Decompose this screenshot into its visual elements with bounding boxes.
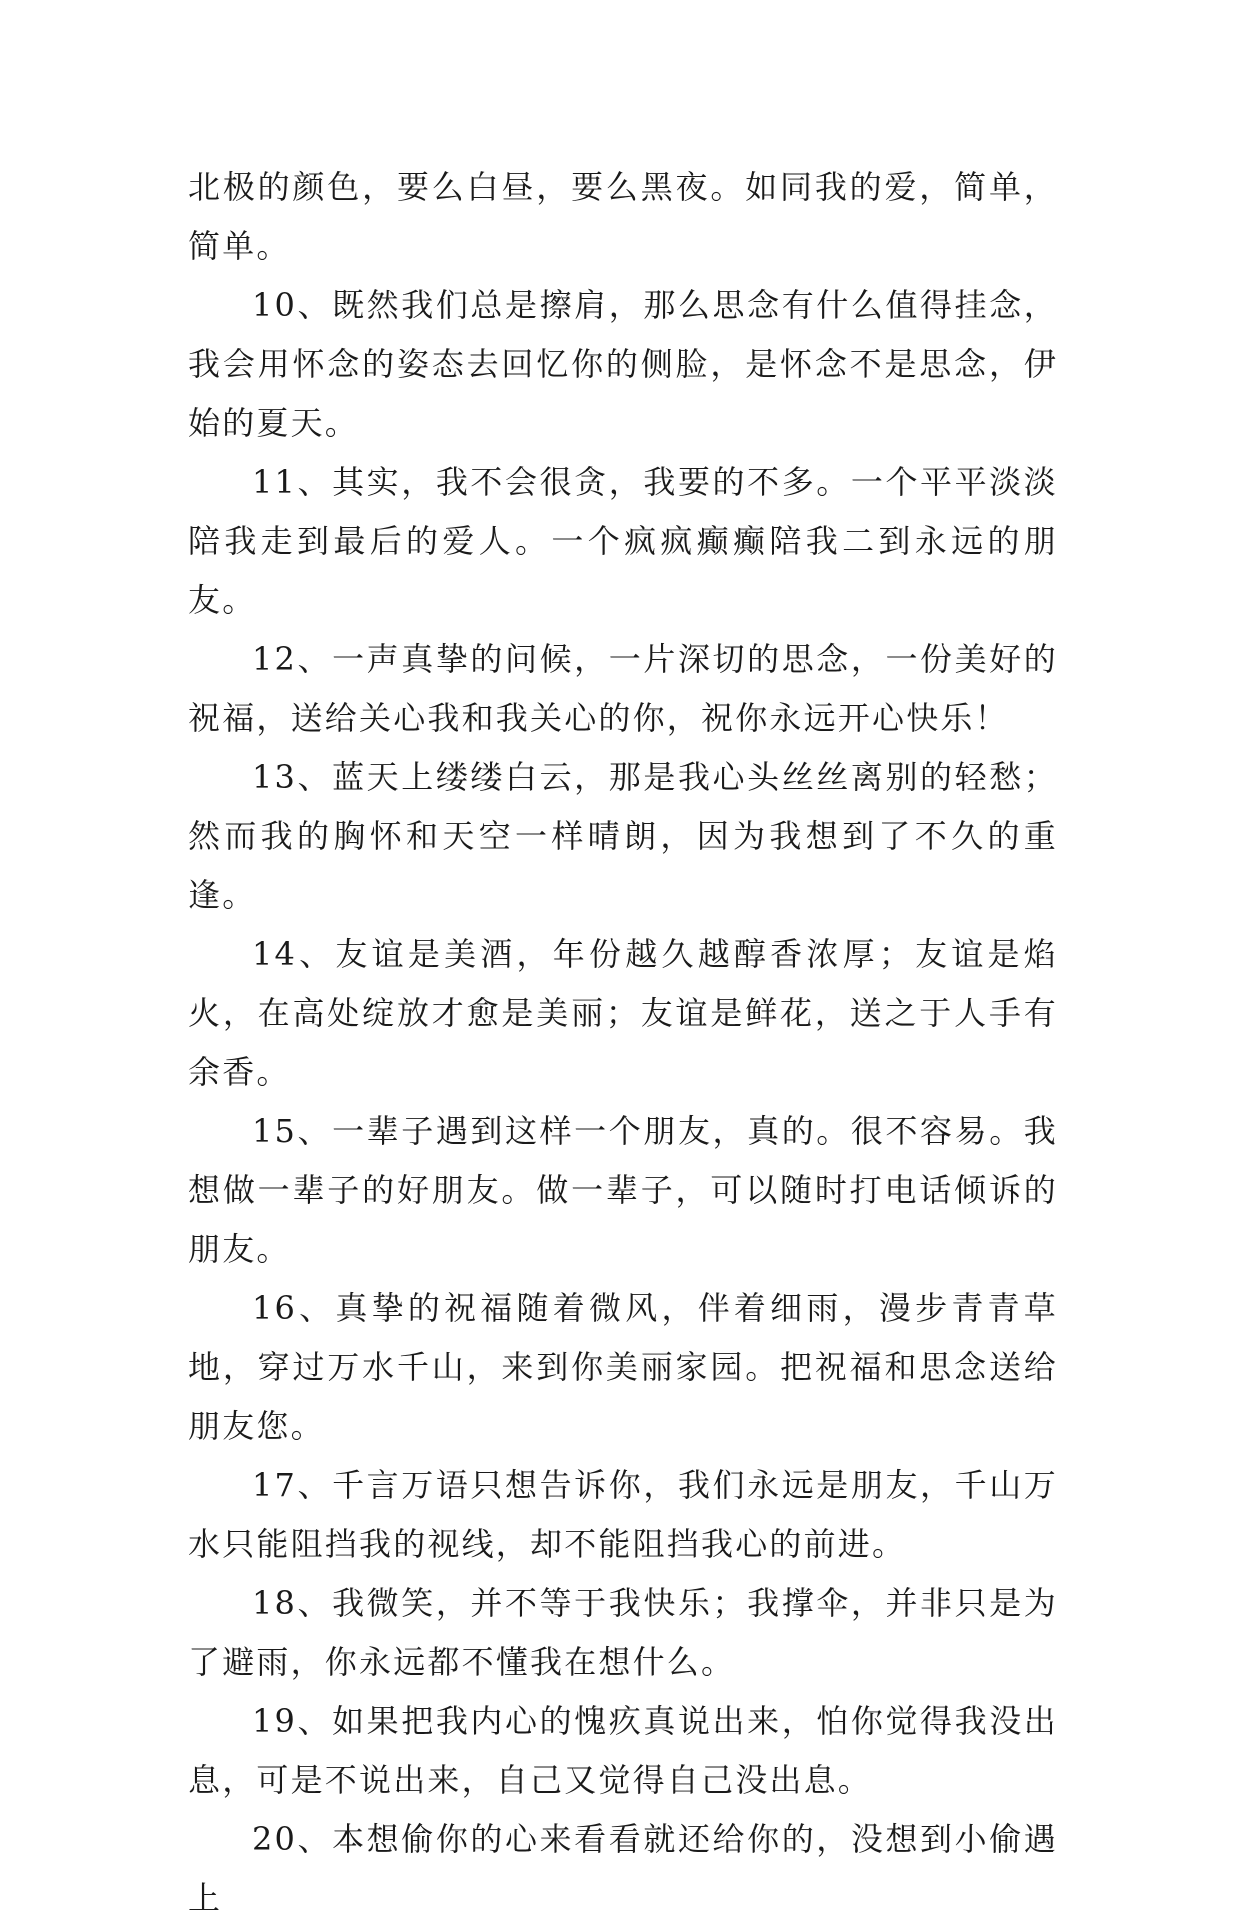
paragraph-item-18: 18、我微笑，并不等于我快乐；我撑伞，并非只是为了避雨，你永远都不懂我在想什么。 (188, 1584, 1058, 1681)
paragraph-item-10: 10、既然我们总是擦肩，那么思念有什么值得挂念，我会用怀念的姿态去回忆你的侧脸，是怀念不是思念，伊始的夏天。 (188, 286, 1058, 442)
paragraph-continuation: 北极的颜色，要么白昼，要么黑夜。如同我的爱，简单，简单。 (188, 168, 1058, 265)
paragraph-item-13: 13、蓝天上缕缕白云，那是我心头丝丝离别的轻愁；然而我的胸怀和天空一样晴朗，因为我想到了不久的重逢。 (188, 758, 1058, 914)
paragraph-item-16: 16、真挚的祝福随着微风，伴着细雨，漫步青青草地，穿过万水千山，来到你美丽家园。把祝福和思念送给朋友您。 (188, 1289, 1058, 1445)
paragraph-item-11: 11、其实，我不会很贪，我要的不多。一个平平淡淡陪我走到最后的爱人。一个疯疯癫癫陪我二到永远的朋友。 (188, 463, 1058, 619)
paragraph-item-12: 12、一声真挚的问候，一片深切的思念，一份美好的祝福，送给关心我和我关心的你，祝你永远开心快乐！ (188, 640, 1058, 737)
paragraph-item-17: 17、千言万语只想告诉你，我们永远是朋友，千山万水只能阻挡我的视线，却不能阻挡我心的前进。 (188, 1466, 1058, 1563)
paragraph-item-15: 15、一辈子遇到这样一个朋友，真的。很不容易。我想做一辈子的好朋友。做一辈子，可以随时打电话倾诉的朋友。 (188, 1112, 1058, 1268)
paragraph-item-14: 14、友谊是美酒，年份越久越醇香浓厚；友谊是焰火，在高处绽放才愈是美丽；友谊是鲜花，送之于人手有余香。 (188, 935, 1058, 1091)
paragraph-item-19: 19、如果把我内心的愧疚真说出来，怕你觉得我没出息，可是不说出来，自己又觉得自己没出息。 (188, 1702, 1058, 1799)
paragraph-item-20: 20、本想偷你的心来看看就还给你的，没想到小偷遇上 (188, 1820, 1058, 1917)
document-page (188, 158, 1058, 1928)
